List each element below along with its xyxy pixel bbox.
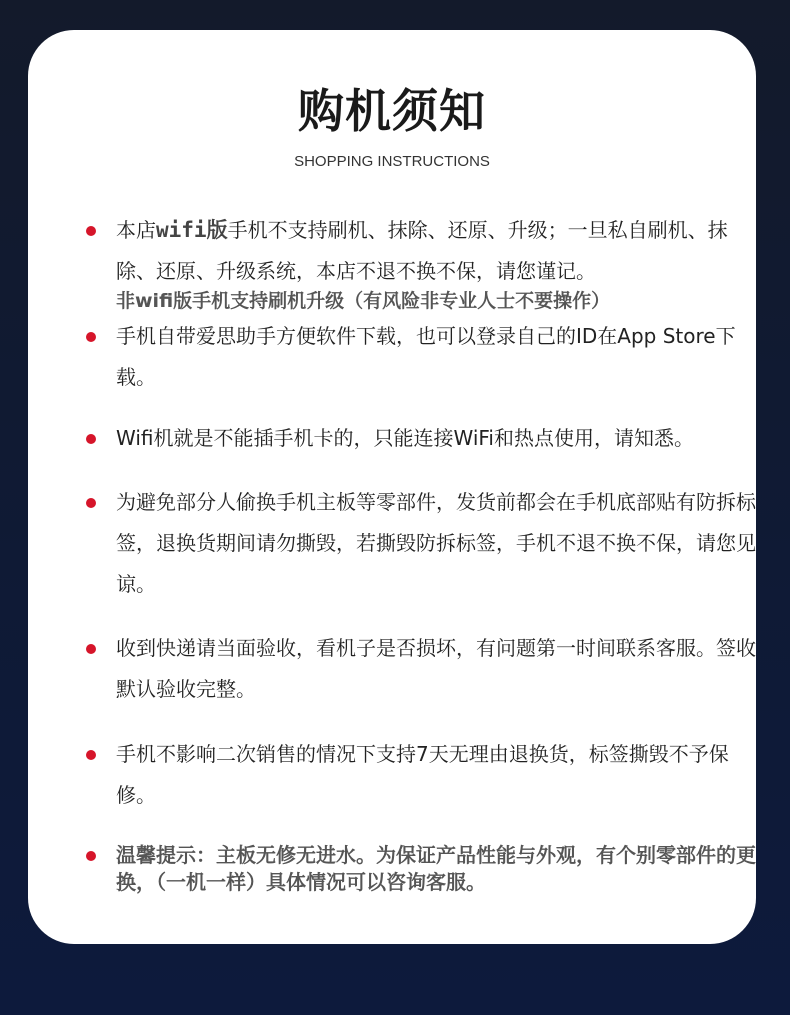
item-emphasis: wifi版 (156, 218, 228, 242)
bullet-icon (86, 226, 96, 236)
bullet-icon (86, 851, 96, 861)
bullet-icon (86, 332, 96, 342)
page-title: 购机须知 (298, 84, 486, 138)
bullet-icon (86, 644, 96, 654)
list-item-text: 为避免部分人偷换手机主板等零部件，发货前都会在手机底部贴有防拆标签，退换货期间请勿撕毁，若撕毁防拆标签，手机不退不换不保，请您见谅。 (116, 490, 756, 596)
item-body: 手机不支持刷机、抹除、还原、升级；一旦私自刷机、抹除、还原、升级系统，本店不退不换不保，请您谨记。 (116, 218, 728, 283)
item-note: 非wifi版手机支持刷机升级（有风险非专业人士不要操作） (116, 290, 611, 312)
list-item-text (116, 210, 762, 292)
list-item-text: 手机不影响二次销售的情况下支持7天无理由退换货，标签撕毁不予保修。 (116, 742, 729, 807)
bullet-icon (86, 434, 96, 444)
page-subtitle: SHOPPING INSTRUCTIONS (294, 153, 490, 170)
instructions-card (28, 30, 756, 944)
bullet-icon (86, 750, 96, 760)
list-item-text: Wifi机就是不能插手机卡的，只能连接WiFi和热点使用，请知悉。 (116, 426, 694, 450)
list-item-text: 收到快递请当面验收，看机子是否损坏，有问题第一时间联系客服。签收默认验收完整。 (116, 636, 756, 701)
bullet-icon (86, 498, 96, 508)
list-item-text: 手机自带爱思助手方便软件下载，也可以登录自己的ID在App Store下载。 (116, 324, 736, 389)
tip-text: 温馨提示：主板无修无进水。为保证产品性能与外观，有个别零部件的更换，（一机一样）具体情况可以咨询客服。 (116, 843, 756, 894)
item-prefix: 本店 (116, 218, 156, 242)
